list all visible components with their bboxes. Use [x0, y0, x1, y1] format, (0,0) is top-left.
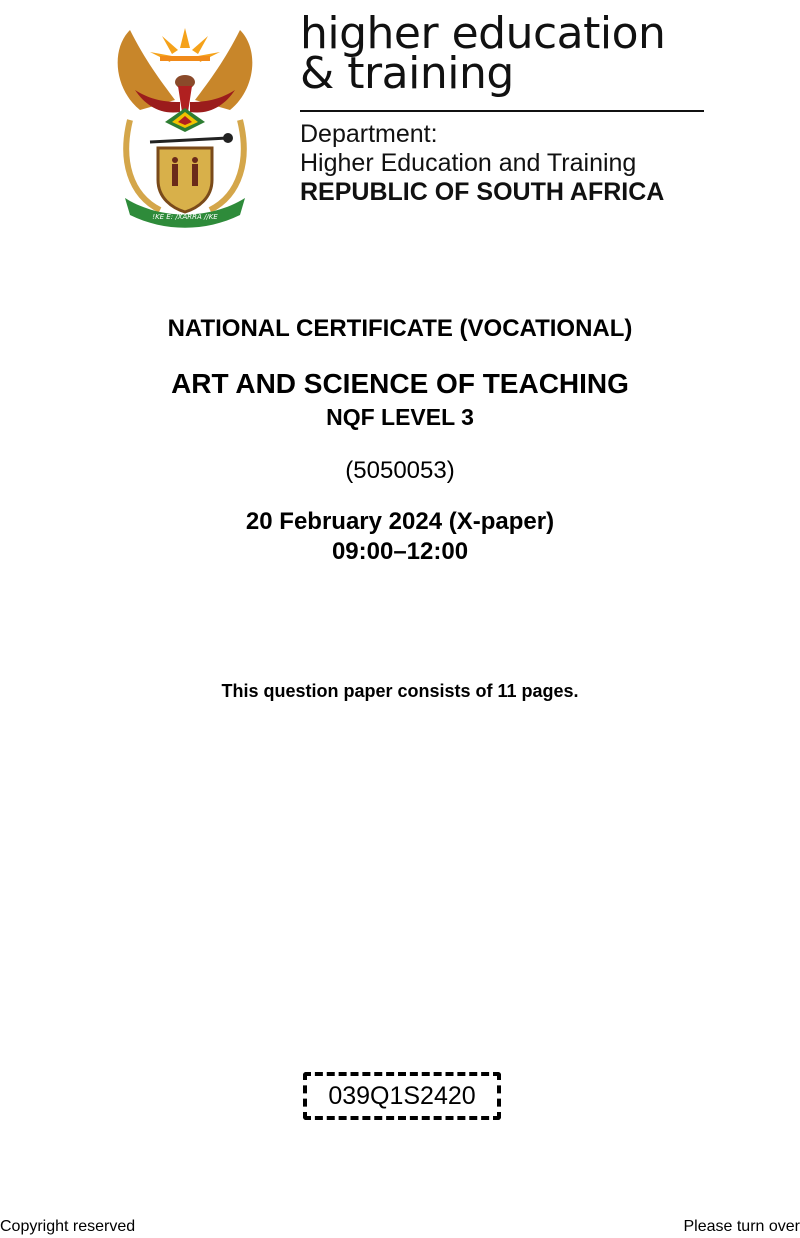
- department-header: [300, 8, 710, 207]
- exam-date: 20 February 2024 (X-paper): [245, 508, 555, 535]
- brand-line-2: & training: [300, 48, 514, 99]
- coat-of-arms-icon: [100, 20, 270, 230]
- country-name: REPUBLIC OF SOUTH AFRICA: [300, 178, 665, 206]
- footer-copyright: Copyright reserved: [0, 1218, 136, 1235]
- brand-line-1: higher education: [300, 8, 666, 59]
- subject-title: ART AND SCIENCE OF TEACHING: [171, 368, 629, 399]
- coat-of-arms-logo: [100, 20, 270, 230]
- department-name: Higher Education and Training: [300, 149, 637, 177]
- subject-code: (5050053): [345, 457, 455, 484]
- department-label: Department:: [300, 120, 438, 148]
- footer-turn-over: Please turn over: [683, 1218, 800, 1235]
- nqf-level: NQF LEVEL 3: [326, 404, 474, 430]
- paper-id-box: [303, 1072, 501, 1120]
- header-divider: [300, 110, 704, 112]
- crest-motto: !KE E: /XARRA //KE: [152, 213, 218, 221]
- paper-id: 039Q1S2420: [328, 1081, 476, 1110]
- page-count-note: This question paper consists of 11 pages.: [221, 681, 579, 701]
- exam-time: 09:00–12:00: [331, 538, 469, 565]
- certificate-title: NATIONAL CERTIFICATE (VOCATIONAL): [167, 315, 633, 342]
